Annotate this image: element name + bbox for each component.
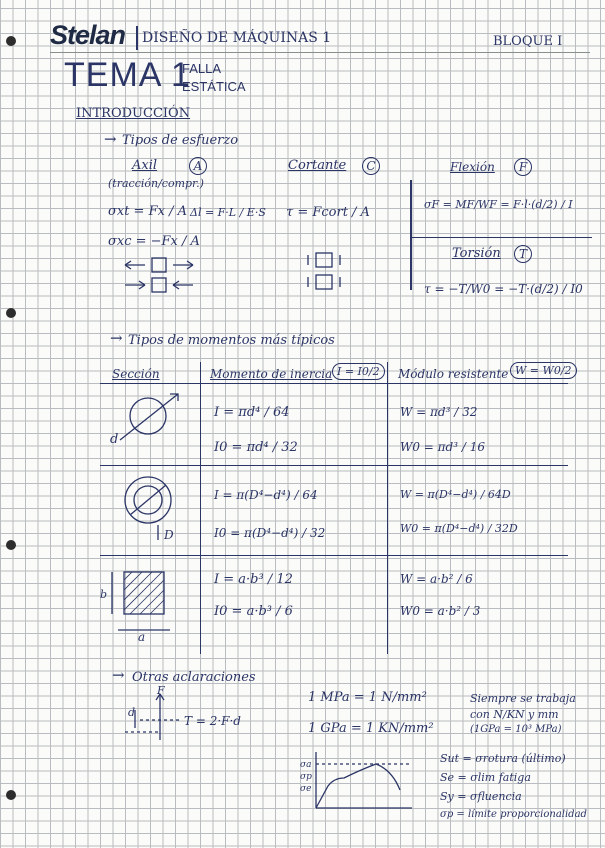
- arrow-icon: →: [104, 130, 117, 148]
- block-label: BLOQUE I: [493, 34, 563, 49]
- estatica-label: ESTÁTICA: [182, 79, 246, 94]
- col-modulo: Módulo resistente: [398, 367, 509, 381]
- tema-title: TEMA 1: [64, 56, 191, 94]
- axis-label-a: σa: [300, 760, 312, 770]
- subject-title: DISEÑO DE MÁQUINAS 1: [142, 30, 332, 46]
- row3-W: W = a·b² / 6: [400, 572, 473, 586]
- mpa-conversion: 1 MPa = 1 N/mm²: [308, 690, 427, 705]
- sy-definition: Sy = σfluencia: [440, 790, 522, 803]
- axis-label-e: σe: [300, 784, 312, 794]
- momentos-heading: Tipos de momentos más típicos: [128, 333, 335, 348]
- row1-dim-d: d: [110, 432, 119, 447]
- row1-W0: W0 = πd³ / 16: [400, 440, 485, 454]
- row1-W: W = πd³ / 32: [400, 405, 478, 419]
- torque-force-label: F: [157, 684, 165, 697]
- units-note-1: Siempre se trabaja: [470, 692, 576, 705]
- col-momento-def: I = I0/2: [332, 363, 385, 380]
- axil-formula-tension: σxt = Fx / A: [108, 204, 187, 219]
- torque-sketch: [125, 694, 180, 740]
- cortante-label: Cortante: [288, 158, 347, 173]
- cortante-formula: τ = Fcort / A: [286, 205, 370, 220]
- solid-circle-section: [120, 394, 178, 440]
- sp-definition: σp = límite proporcionalidad: [440, 809, 587, 820]
- row3-W0: W0 = a·b² / 3: [400, 604, 481, 618]
- units-note-2: con N/KN y mm: [470, 708, 559, 721]
- axil-label: Axil: [132, 158, 158, 173]
- row1-I0: I0 = πd⁴ / 32: [214, 440, 298, 455]
- row3-dim-b: b: [100, 588, 108, 601]
- axil-formula-compression: σxc = −Fx / A: [108, 234, 200, 249]
- aclaraciones-heading: Otras aclaraciones: [132, 670, 256, 685]
- torque-dist-label: d: [128, 706, 136, 719]
- flexion-tag: F: [514, 158, 532, 176]
- axis-label-p: σp: [300, 772, 312, 782]
- arrow-icon: →: [110, 329, 123, 347]
- col-modulo-def: W = W0/2: [510, 362, 577, 379]
- torsion-formula: τ = −T/W0 = −T·(d/2) / I0: [424, 282, 583, 296]
- row2-dim-D: D: [164, 528, 174, 542]
- row3-dim-a: a: [138, 630, 146, 644]
- axil-note: (tracción/compr.): [108, 177, 204, 190]
- torsion-tag: T: [514, 245, 532, 263]
- falla-label: FALLA: [182, 61, 222, 76]
- axil-formula-elongation: Δl = F·L / E·S: [190, 206, 266, 219]
- row2-I: I = π(D⁴−d⁴) / 64: [214, 488, 318, 502]
- sut-definition: Sut = σrotura (último): [440, 752, 566, 765]
- torsion-label: Torsión: [452, 246, 501, 261]
- row1-I: I = πd⁴ / 64: [214, 405, 290, 420]
- cortante-tag: C: [362, 157, 380, 175]
- torque-formula: T = 2·F·d: [184, 714, 241, 728]
- gpa-conversion: 1 GPa = 1 KN/mm²: [308, 721, 434, 736]
- row2-W0: W0 = π(D⁴−d⁴) / 32D: [400, 522, 518, 535]
- stress-strain-sketch: [316, 752, 412, 808]
- brand-logo: Stelan: [50, 20, 126, 50]
- flexion-label: Flexión: [450, 160, 495, 174]
- axil-tension-sketch: [125, 258, 193, 272]
- row2-W: W = π(D⁴−d⁴) / 64D: [400, 488, 511, 501]
- row3-I: I = a·b³ / 12: [214, 572, 293, 587]
- se-definition: Se = σlim fatiga: [440, 771, 531, 784]
- units-note-3: (1GPa = 10³ MPa): [470, 724, 562, 735]
- row2-I0: I0 = π(D⁴−d⁴) / 32: [214, 526, 326, 540]
- axil-compression-sketch: [125, 278, 193, 292]
- rectangle-section: [112, 572, 170, 630]
- cortante-sketch: [308, 253, 340, 289]
- intro-heading: INTRODUCCIÓN: [76, 106, 191, 121]
- hollow-circle-section: [125, 477, 171, 540]
- arrow-icon: →: [112, 666, 125, 684]
- col-seccion: Sección: [112, 367, 160, 381]
- row3-I0: I0 = a·b³ / 6: [214, 604, 293, 619]
- esfuerzo-heading: Tipos de esfuerzo: [122, 133, 239, 148]
- col-momento: Momento de inercia: [210, 367, 333, 381]
- flexion-formula: σF = MF/WF = F·l·(d/2) / I: [424, 198, 573, 211]
- axil-tag: A: [189, 157, 207, 175]
